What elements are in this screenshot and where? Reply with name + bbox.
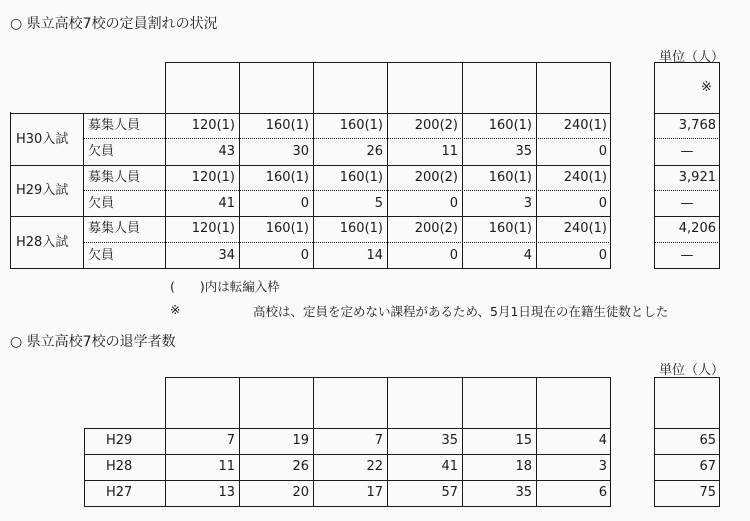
recruit-cell: 160(1)	[488, 118, 532, 133]
section1-blank-corner	[9, 60, 165, 112]
dropout-cell: 7	[374, 433, 383, 448]
recruit-cell: 240(1)	[563, 221, 607, 236]
total-vacancy-cell: —	[680, 144, 694, 159]
section2-header-bottom-line	[84, 428, 611, 429]
recruit-label: 募集人員	[88, 118, 141, 133]
vacancy-cell: 41	[218, 196, 235, 211]
vacancy-cell: 0	[598, 248, 607, 263]
section1-total-group-divider	[654, 165, 720, 166]
section1-header-bottom-line	[10, 113, 611, 114]
recruit-cell: 160(1)	[265, 118, 309, 133]
vacancy-cell: 0	[598, 144, 607, 159]
recruit-cell: 120(1)	[191, 170, 235, 185]
year-label-h30: H30入試	[16, 132, 69, 147]
recruit-cell: 160(1)	[339, 118, 383, 133]
section2-total-header-line	[654, 428, 720, 429]
year-label-h29: H29	[106, 433, 133, 448]
vacancy-cell: 43	[218, 144, 235, 159]
total-recruit-cell: 3,768	[678, 118, 716, 133]
section2-total-row-divider	[654, 480, 720, 481]
recruit-cell: 160(1)	[265, 170, 309, 185]
dropout-cell: 35	[515, 485, 532, 500]
section2-header-top-line	[165, 377, 611, 378]
dropout-cell: 26	[292, 459, 309, 474]
section1-title: ○ 県立高校7校の定員割れの状況	[10, 16, 218, 32]
dropout-cell: 6	[598, 485, 607, 500]
recruit-cell: 120(1)	[191, 118, 235, 133]
year-label-h27: H27	[106, 485, 133, 500]
section1-total-header-line	[654, 113, 720, 114]
vacancy-cell: 34	[218, 248, 235, 263]
vacancy-label: 欠員	[88, 196, 115, 211]
section1-total-group-divider	[654, 216, 720, 217]
dropout-cell: 19	[292, 433, 309, 448]
section1-note-mark: ※	[701, 80, 712, 95]
section1-col-line	[83, 113, 84, 269]
dropout-cell: 13	[218, 485, 235, 500]
vacancy-cell: 11	[441, 144, 458, 159]
section1-header-left-line	[165, 62, 166, 114]
recruit-cell: 200(2)	[414, 170, 458, 185]
vacancy-cell: 35	[515, 144, 532, 159]
recruit-cell: 160(1)	[339, 170, 383, 185]
vacancy-cell: 0	[598, 196, 607, 211]
footnote-enrollment: 高校は、定員を定めない課程があるため、5月1日現在の在籍生徒数とした	[253, 304, 669, 319]
total-vacancy-cell: —	[680, 248, 694, 263]
section2-row-divider	[84, 480, 611, 481]
section1-group-divider	[10, 165, 611, 166]
dropout-cell: 35	[441, 433, 458, 448]
recruit-cell: 160(1)	[265, 221, 309, 236]
section1-total-row-divider	[654, 190, 720, 191]
total-recruit-cell: 3,921	[678, 170, 716, 185]
vacancy-cell: 14	[366, 248, 383, 263]
vacancy-cell: 0	[300, 196, 309, 211]
recruit-cell: 160(1)	[339, 221, 383, 236]
dropout-cell: 4	[598, 433, 607, 448]
section2-unit-label: 単位（人）	[659, 363, 725, 378]
vacancy-label: 欠員	[88, 144, 115, 159]
vacancy-cell: 30	[292, 144, 309, 159]
vacancy-cell: 0	[449, 248, 458, 263]
dropout-cell: 17	[366, 485, 383, 500]
section1-total-row-divider	[654, 242, 720, 243]
section2-row-divider	[84, 454, 611, 455]
dropout-total-cell: 65	[699, 433, 716, 448]
recruit-cell: 160(1)	[488, 170, 532, 185]
section2-title: ○ 県立高校7校の退学者数	[10, 334, 176, 350]
recruit-label: 募集人員	[88, 170, 141, 185]
section1-row-divider	[83, 242, 611, 243]
vacancy-cell: 26	[366, 144, 383, 159]
vacancy-cell: 3	[523, 196, 532, 211]
dropout-cell: 18	[515, 459, 532, 474]
total-recruit-cell: 4,206	[678, 221, 716, 236]
year-label-h28: H28入試	[16, 235, 69, 250]
dropout-cell: 41	[441, 459, 458, 474]
vacancy-label: 欠員	[88, 248, 115, 263]
dropout-cell: 57	[441, 485, 458, 500]
recruit-cell: 120(1)	[191, 221, 235, 236]
recruit-cell: 240(1)	[563, 170, 607, 185]
section1-unit-label: 単位（人）	[659, 50, 725, 65]
dropout-total-cell: 75	[699, 485, 716, 500]
vacancy-cell: 5	[374, 196, 383, 211]
section1-row-divider	[83, 138, 611, 139]
vacancy-cell: 0	[300, 248, 309, 263]
vacancy-cell: 0	[449, 196, 458, 211]
section1-group-divider	[10, 216, 611, 217]
dropout-cell: 15	[515, 433, 532, 448]
section1-row-divider	[83, 190, 611, 191]
dropout-cell: 22	[366, 459, 383, 474]
year-label-h29: H29入試	[16, 183, 69, 198]
dropout-cell: 3	[598, 459, 607, 474]
recruit-label: 募集人員	[88, 221, 141, 236]
section2-header-left-line	[165, 377, 166, 428]
total-vacancy-cell: —	[680, 196, 694, 211]
dropout-cell: 20	[292, 485, 309, 500]
dropout-cell: 7	[226, 433, 235, 448]
recruit-cell: 240(1)	[563, 118, 607, 133]
section2-total-row-divider	[654, 454, 720, 455]
section1-total-row-divider	[654, 138, 720, 139]
year-label-h28: H28	[106, 459, 133, 474]
dropout-cell: 11	[218, 459, 235, 474]
section2-blank-corner	[83, 375, 165, 428]
vacancy-cell: 4	[523, 248, 532, 263]
recruit-cell: 200(2)	[414, 118, 458, 133]
footnote-mark: ※	[170, 302, 181, 317]
footnote-transfer: ( )内は転編入枠	[170, 279, 280, 294]
section1-header-top-line	[165, 62, 611, 63]
recruit-cell: 200(2)	[414, 221, 458, 236]
recruit-cell: 160(1)	[488, 221, 532, 236]
dropout-total-cell: 67	[699, 459, 716, 474]
